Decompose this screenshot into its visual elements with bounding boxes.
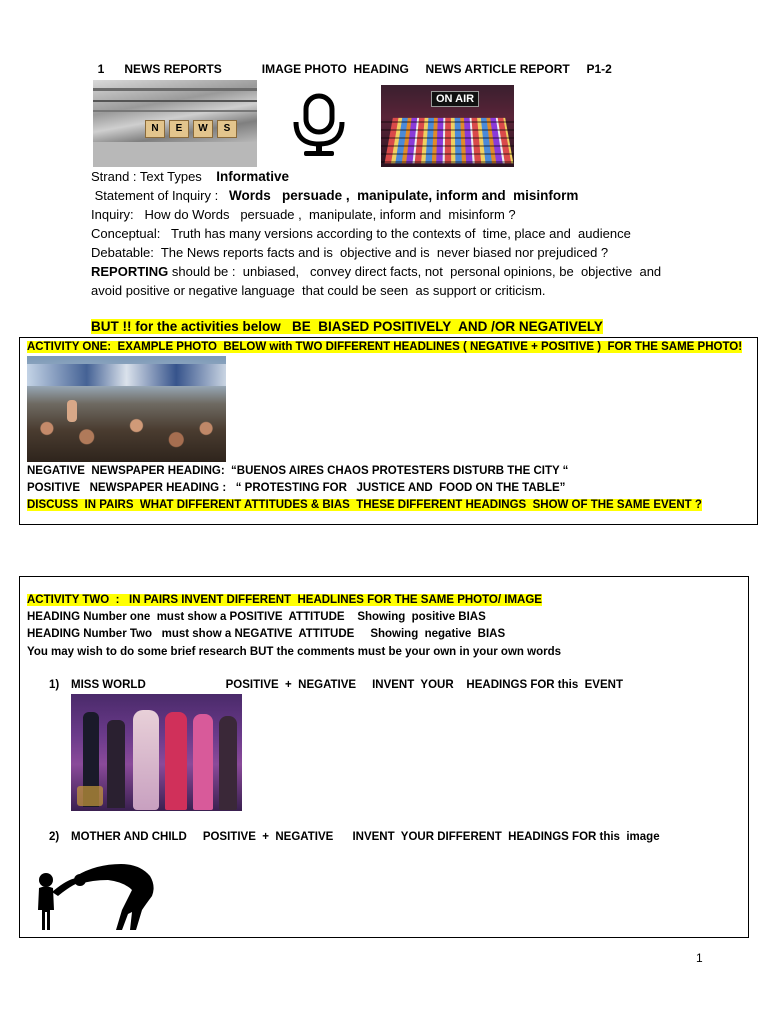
microphone-icon <box>286 92 352 158</box>
header-news-article-report: NEWS ARTICLE REPORT <box>425 62 570 76</box>
statement-of-inquiry-line <box>91 188 578 203</box>
reporting-label: REPORTING <box>91 264 169 279</box>
item-one-text: MISS WORLD POSITIVE + NEGATIVE INVENT YOUR HEADINGS FOR this EVENT <box>71 679 623 691</box>
scrabble-tile: W <box>193 120 213 138</box>
item-two-number: 2) <box>49 831 60 843</box>
scrabble-tile: N <box>145 120 165 138</box>
reporting-line <box>91 264 661 279</box>
scrabble-tiles <box>145 120 237 138</box>
scrabble-tile: E <box>169 120 189 138</box>
but-instruction: BUT !! for the activities below BE BIASED POSITIVELY AND /OR NEGATIVELY <box>91 319 603 334</box>
protest-photo <box>27 356 226 462</box>
heading-two-instruction: HEADING Number Two must show a NEGATIVE ATTITUDE Showing negative BIAS <box>27 628 506 640</box>
strand-value: Informative <box>216 169 290 184</box>
scrabble-tile: S <box>217 120 237 138</box>
on-air-image <box>381 85 514 167</box>
header-news-reports: NEWS REPORTS <box>124 62 222 76</box>
document-header <box>91 48 612 76</box>
strand-label: Strand : Text Types <box>91 169 202 184</box>
debatable-line: Debatable: The News reports facts and is objective and is never biased nor prejudiced ? <box>91 245 609 260</box>
header-page-range: P1-2 <box>586 62 612 76</box>
conceptual-line: Conceptual: Truth has many versions according to the contexts of time, place and audience <box>91 226 631 241</box>
header-number: 1 <box>97 62 105 76</box>
research-note: You may wish to do some brief research BUT the comments must be your own in your own words <box>27 646 561 658</box>
reporting-line-2: avoid positive or negative language that could be seen as support or criticism. <box>91 283 546 298</box>
heading-one-instruction: HEADING Number one must show a POSITIVE ATTITUDE Showing positive BIAS <box>27 611 486 623</box>
miss-world-photo <box>71 694 242 811</box>
strand-line <box>91 169 289 184</box>
header-image-photo-heading: IMAGE PHOTO HEADING <box>261 62 409 76</box>
negative-heading-example: NEGATIVE NEWSPAPER HEADING: “BUENOS AIRES CHAOS PROTESTERS DISTURB THE CITY “ <box>27 465 569 477</box>
on-air-sign: ON AIR <box>431 91 479 107</box>
item-two-text: MOTHER AND CHILD POSITIVE + NEGATIVE INVENT YOUR DIFFERENT HEADINGS FOR this image <box>71 831 660 843</box>
discuss-instruction: DISCUSS IN PAIRS WHAT DIFFERENT ATTITUDES & BIAS THESE DIFFERENT HEADINGS SHOW OF THE SAME EVENT ? <box>27 499 702 511</box>
soi-value: Words persuade , manipulate, inform and misinform <box>229 188 579 203</box>
inquiry-line: Inquiry: How do Words persuade , manipulate, inform and misinform ? <box>91 207 516 222</box>
activity-two-title: ACTIVITY TWO : IN PAIRS INVENT DIFFERENT HEADLINES FOR THE SAME PHOTO/ IMAGE <box>27 594 542 606</box>
activity-one-title: ACTIVITY ONE: EXAMPLE PHOTO BELOW with TWO DIFFERENT HEADLINES ( NEGATIVE + POSITIVE ) FOR THE SAME PHOTO! <box>27 341 743 353</box>
item-one-number: 1) <box>49 679 60 691</box>
positive-heading-example: POSITIVE NEWSPAPER HEADING : “ PROTESTING FOR JUSTICE AND FOOD ON THE TABLE” <box>27 482 566 494</box>
mother-and-child-silhouette <box>36 860 158 932</box>
page-number: 1 <box>696 951 703 965</box>
reporting-text: should be : unbiased, convey direct facts, not personal opinions, be objective and <box>168 264 662 279</box>
newspaper-image <box>93 80 257 167</box>
soi-label: Statement of Inquiry : <box>94 188 219 203</box>
